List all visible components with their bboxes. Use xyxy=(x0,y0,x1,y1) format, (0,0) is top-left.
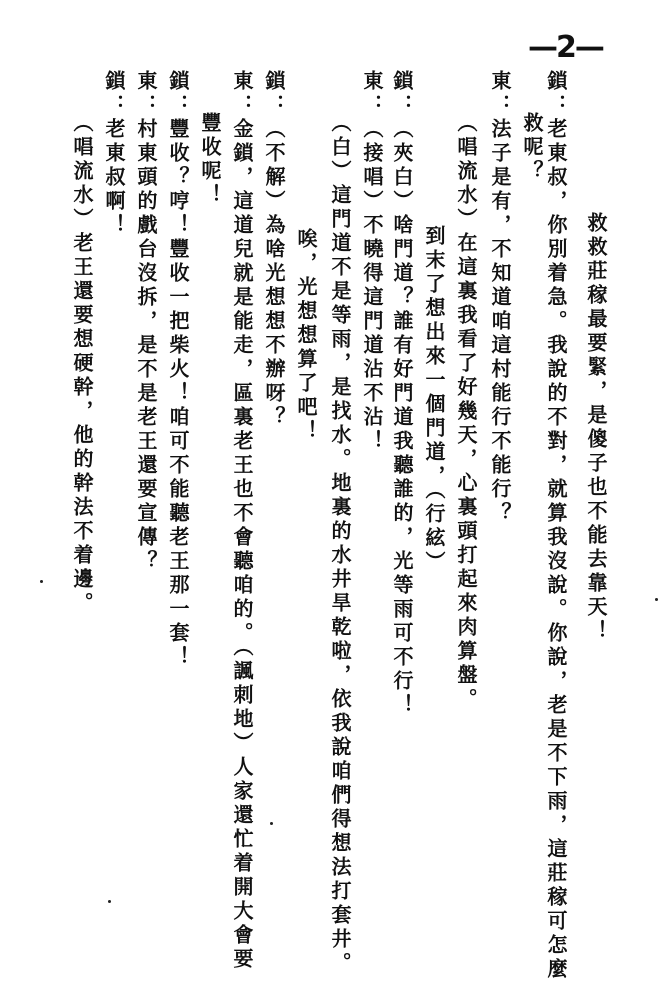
line-text: 金鎖，這道兒就是能走，區裏老王也不會聽咱的。（諷刺地）人家還忙着開大會要 xyxy=(230,118,254,972)
line-text: （接唱）不曉得這門道沾不沾！ xyxy=(360,118,384,454)
speaker-label: 鎖： xyxy=(262,70,286,118)
page-number: —2— xyxy=(528,30,603,65)
scan-speck xyxy=(40,580,43,583)
line-text: 老東叔，你別着急。我說的不對，就算我沒說。你說，老是不下雨，這莊稼可怎麼 xyxy=(544,118,568,982)
verse-line-4 xyxy=(296,228,316,444)
line-text: 到末了想出來一個門道，（行絃） xyxy=(422,225,446,575)
dialogue-line-4 xyxy=(392,70,412,718)
speaker-label: 東： xyxy=(134,70,158,118)
dialogue-line-9 xyxy=(200,112,220,208)
scan-speck xyxy=(655,598,658,601)
speaker-label: 鎖： xyxy=(390,70,414,118)
line-text: 救呢？ xyxy=(520,112,544,184)
dialogue-line-8 xyxy=(232,70,252,972)
line-text: （唱流水）在這裏我看了好幾天，心裏頭打起來肉算盤。 xyxy=(454,112,478,712)
verse-line-5 xyxy=(72,112,92,616)
line-text: 村東頭的戲台沒拆，是不是老王還要宣傳？ xyxy=(134,118,158,574)
line-text: （唱流水）老王還要想硬幹，他的幹法不着邊。 xyxy=(70,112,94,616)
dialogue-line-11 xyxy=(136,70,156,574)
verse-line-2 xyxy=(456,112,476,712)
dialogue-line-1 xyxy=(546,70,566,982)
dialogue-line-12 xyxy=(104,70,124,238)
speaker-label: 鎖： xyxy=(102,70,126,118)
scan-speck xyxy=(270,822,273,825)
dialogue-line-7 xyxy=(264,70,284,430)
line-text: 豐收呢！ xyxy=(198,112,222,208)
line-text: 老東叔啊！ xyxy=(102,118,126,238)
speaker-label: 鎖： xyxy=(544,70,568,118)
dialogue-line-6 xyxy=(330,112,350,976)
speaker-label: 鎖： xyxy=(166,70,190,118)
line-text: 法子是有，不知道咱這村能行不能行？ xyxy=(488,118,512,526)
verse-line-1 xyxy=(586,212,606,644)
line-text: （夾白）啥門道？誰有好門道我聽誰的，光等雨可不行！ xyxy=(390,118,414,718)
speaker-label: 東： xyxy=(230,70,254,118)
line-text: 豐收？哼！豐收一把柴火！咱可不能聽老王那一套！ xyxy=(166,118,190,670)
dialogue-line-10 xyxy=(168,70,188,670)
dialogue-line-2 xyxy=(522,112,542,184)
line-text: （白）這門道不是等雨，是找水。地裏的水井旱乾啦，依我說咱們得想法打套井。 xyxy=(328,112,352,976)
dialogue-line-3 xyxy=(490,70,510,526)
dialogue-line-5 xyxy=(362,70,382,454)
speaker-label: 東： xyxy=(360,70,384,118)
line-text: 唉，光想想算了吧！ xyxy=(294,228,318,444)
speaker-label: 東： xyxy=(488,70,512,118)
line-text: 救救莊稼最要緊，是傻子也不能去靠天！ xyxy=(584,212,608,644)
scan-speck xyxy=(108,900,111,903)
verse-line-3 xyxy=(424,225,444,575)
line-text: （不解）為啥光想想不辦呀？ xyxy=(262,118,286,430)
